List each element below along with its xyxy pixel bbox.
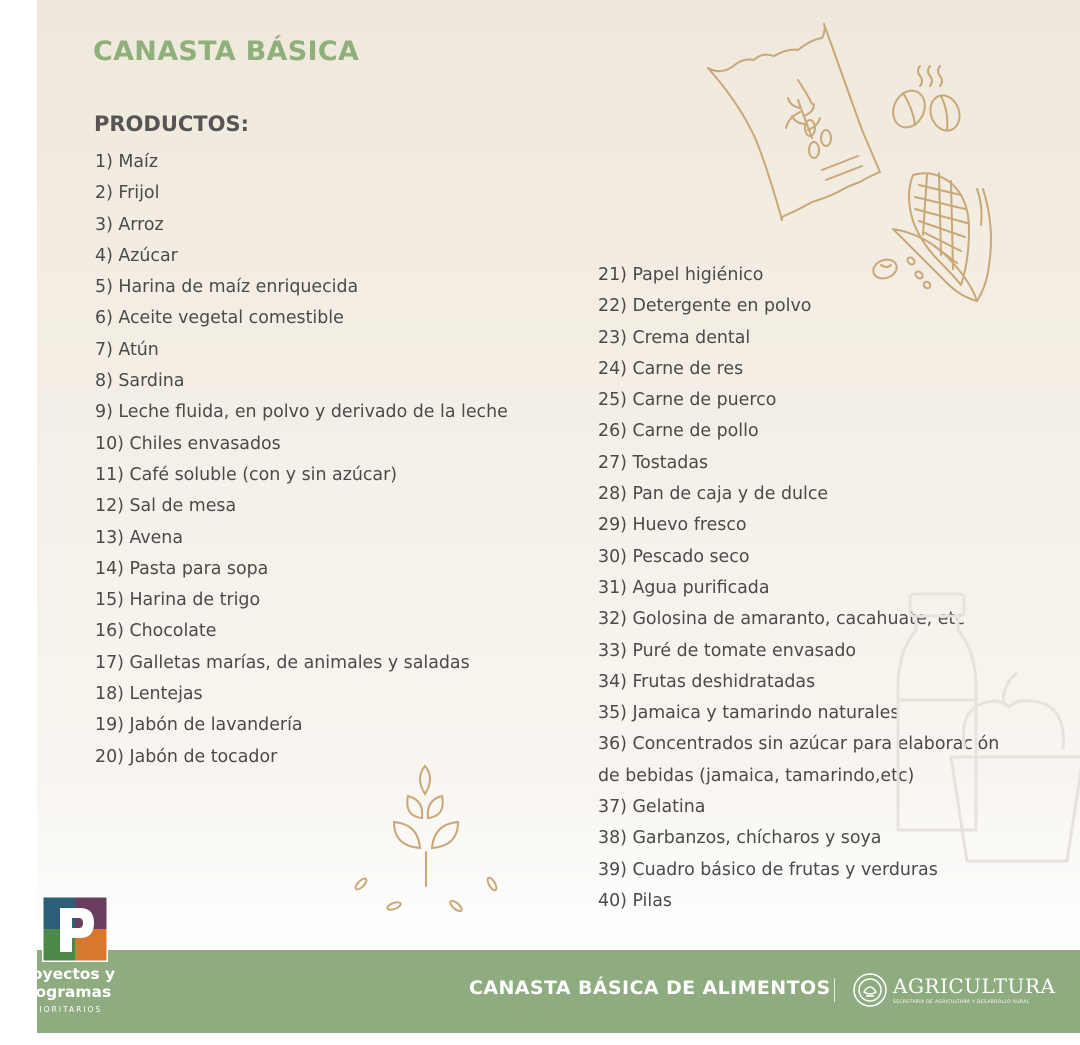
product-item: 26) Carne de pollo (598, 421, 759, 442)
product-item: 12) Sal de mesa (95, 496, 237, 517)
product-item: 18) Lentejas (95, 684, 203, 705)
product-item: 34) Frutas deshidratadas (598, 671, 816, 692)
product-item: 38) Garbanzos, chícharos y soya (598, 828, 882, 849)
product-item: 29) Huevo fresco (598, 515, 747, 536)
product-item: 5) Harina de maíz enriquecida (95, 277, 359, 298)
product-item: 28) Pan de caja y de dulce (598, 484, 829, 505)
agency-subtitle: SECRETARÍA DE AGRICULTURA Y DESARROLLO RURAL (893, 1000, 1030, 1005)
product-item: 17) Galletas marías, de animales y saladas (95, 652, 470, 673)
product-item: 39) Cuadro básico de frutas y verduras (598, 859, 938, 880)
product-item: 24) Carne de res (598, 358, 744, 379)
product-item: 36) Concentrados sin azúcar para elaboración (598, 734, 1000, 755)
product-item: 25) Carne de puerco (598, 390, 777, 411)
product-item: 22) Detergente en polvo (598, 296, 812, 317)
canasta-card (37, 0, 1080, 1033)
product-item: de bebidas (jamaica, tamarindo,etc) (598, 765, 915, 786)
page-title: CANASTA BÁSICA (93, 36, 360, 67)
product-item: 16) Chocolate (95, 621, 217, 642)
product-item: 7) Atún (95, 339, 159, 360)
product-item: 23) Crema dental (598, 327, 751, 348)
product-item: 32) Golosina de amaranto, cacahuate, etc (598, 609, 965, 630)
product-item: 19) Jabón de lavandería (95, 715, 303, 736)
product-item: 15) Harina de trigo (95, 590, 261, 611)
corn-icon (857, 165, 997, 315)
product-item: 9) Leche fluida, en polvo y derivado de la leche (95, 402, 508, 423)
p-logo-icon (42, 896, 108, 962)
product-item: 35) Jamaica y tamarindo naturales (598, 703, 900, 724)
product-item: 40) Pilas (598, 890, 672, 911)
agency-name: AGRICULTURA (893, 974, 1056, 998)
brand-line-3: PRIORITARIOS (25, 1005, 103, 1014)
footer-title: CANASTA BÁSICA DE ALIMENTOS (469, 977, 831, 999)
product-item: 3) Arroz (95, 214, 164, 235)
products-heading: PRODUCTOS: (94, 112, 250, 136)
product-item: 30) Pescado seco (598, 546, 750, 567)
footer-bar (37, 950, 1080, 1033)
product-item: 14) Pasta para sopa (95, 558, 269, 579)
product-item: 1) Maíz (95, 152, 158, 172)
brand-line-2: programas (16, 983, 112, 1001)
coffee-beans-icon (887, 62, 967, 137)
product-item: 10) Chiles envasados (95, 433, 281, 454)
program-brand (0, 965, 128, 1014)
product-item: 20) Jabón de tocador (95, 746, 278, 767)
product-item: 37) Gelatina (598, 797, 706, 818)
product-item: 6) Aceite vegetal comestible (95, 308, 344, 329)
product-item: 11) Café soluble (con y sin azúcar) (95, 464, 398, 485)
product-list-left (95, 147, 508, 773)
apple-icon (947, 665, 1080, 865)
wheat-sprig-icon (342, 760, 512, 920)
brand-line-1: Proyectos y (12, 965, 116, 983)
product-item: 21) Papel higiénico (598, 265, 764, 285)
product-item: 31) Agua purificada (598, 577, 770, 598)
product-item: 33) Puré de tomate envasado (598, 640, 857, 661)
product-item: 27) Tostadas (598, 452, 709, 473)
product-item: 4) Azúcar (95, 245, 178, 266)
product-item: 2) Frijol (95, 183, 160, 204)
footer-divider (834, 978, 835, 1002)
mexican-seal-icon (852, 972, 888, 1008)
product-item: 13) Avena (95, 527, 183, 548)
product-item: 8) Sardina (95, 371, 185, 392)
